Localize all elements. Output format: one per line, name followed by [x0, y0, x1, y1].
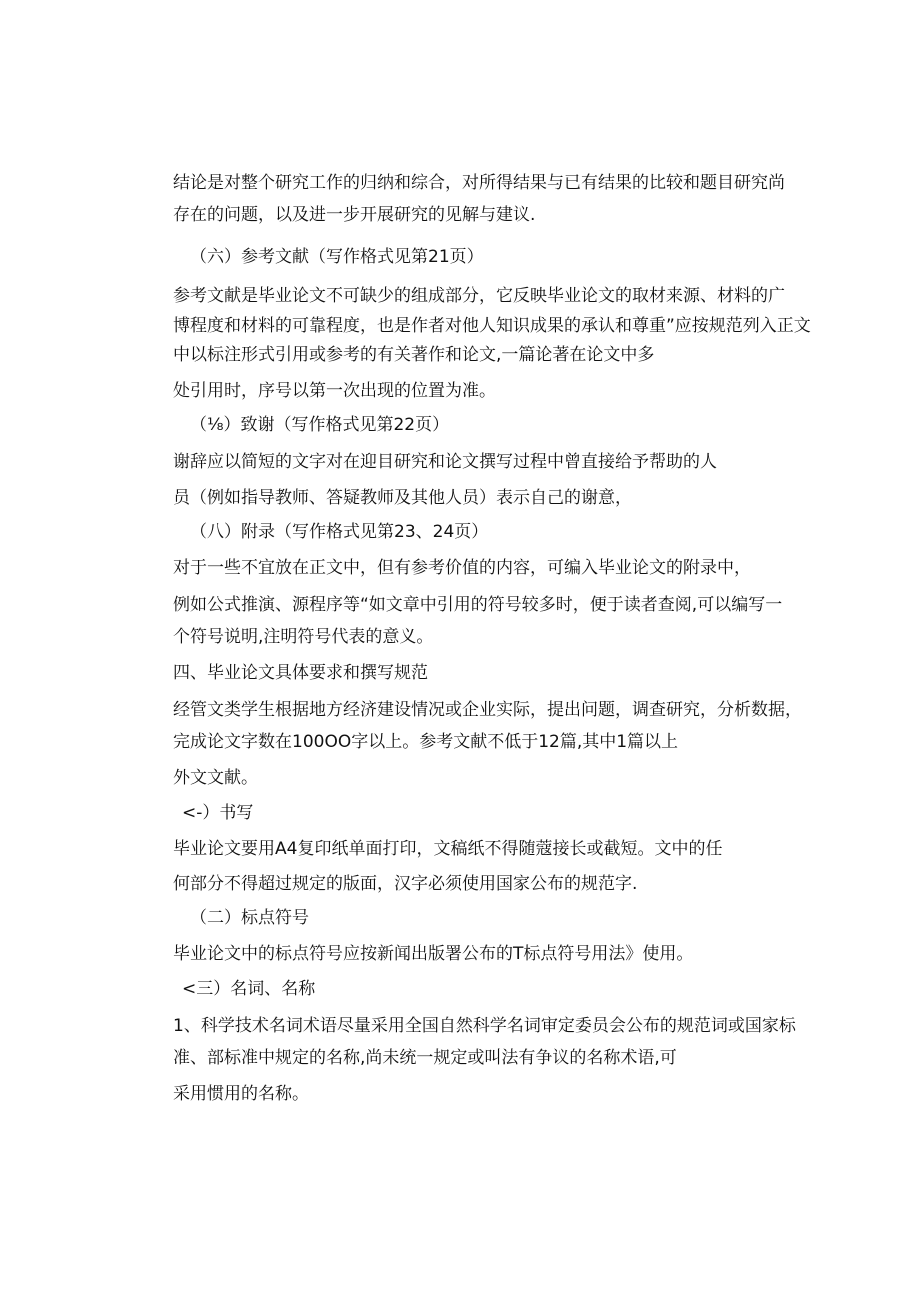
paragraph-line: 员（例如指导教师、答疑教师及其他人员）表示自己的谢意，	[173, 488, 632, 508]
paragraph-line: 准、部标准中规定的名称,尚未统一规定或叫法有争议的名称术语,可	[173, 1048, 677, 1068]
paragraph-line: 外文文献。	[173, 768, 258, 788]
paragraph-line: 采用惯用的名称。	[173, 1084, 309, 1104]
paragraph-line: 何部分不得超过规定的版面，汉字必须使用国家公布的规范字.	[173, 874, 638, 894]
paragraph-line: 谢辞应以简短的文字对在迎目研究和论文撰写过程中曾直接给予帮助的人	[173, 452, 717, 472]
section-heading: （⅛）致谢（写作格式见第22页）	[190, 415, 450, 435]
paragraph-line: 参考文献是毕业论文不可缺少的组成部分，它反映毕业论文的取材来源、材料的广	[173, 286, 785, 306]
section-heading: <三）名词、名称	[182, 979, 316, 999]
paragraph-line: 处引用时，序号以第一次出现的位置为准。	[173, 381, 496, 401]
section-heading: 四、毕业论文具体要求和撰写规范	[173, 663, 428, 683]
section-heading: （八）附录（写作格式见第23、24页）	[190, 522, 489, 542]
paragraph-line: 例如公式推演、源程序等“如文章中引用的符号较多时，便于读者查阅,可以编写一	[173, 595, 783, 615]
paragraph-line: 博程度和材料的可靠程度，也是作者对他人知识成果的承认和尊重”应按规范列入正文	[173, 316, 811, 336]
section-heading: （六）参考文献（写作格式见第21页）	[190, 247, 484, 267]
section-heading: （二）标点符号	[190, 908, 309, 928]
paragraph-line: 存在的问题，以及进一步开展研究的见解与建议.	[173, 205, 536, 225]
section-heading: <-）书写	[182, 803, 254, 823]
paragraph-line: 完成论文字数在100OO字以上。参考文献不低于12篇,其中1篇以上	[173, 732, 679, 752]
paragraph-line: 毕业论文中的标点符号应按新闻出版署公布的T标点符号用法》使用。	[173, 944, 694, 964]
paragraph-line: 个符号说明,注明符号代表的意义。	[173, 627, 434, 647]
paragraph-line: 毕业论文要用A4复印纸单面打印，文稿纸不得随蔻接长或截短。文中的任	[173, 839, 723, 859]
paragraph-line: 结论是对整个研究工作的归纳和综合，对所得结果与已有结果的比较和题目研究尚	[173, 173, 785, 193]
paragraph-line: 1、科学技术名词术语尽量采用全国自然科学名词审定委员会公布的规范词或国家标	[173, 1016, 796, 1036]
paragraph-line: 经管文类学生根据地方经济建设情况或企业实际，提出问题，调查研究，分析数据，	[173, 700, 802, 720]
paragraph-line: 对于一些不宜放在正文中，但有参考价值的内容，可编入毕业论文的附录中，	[173, 558, 751, 578]
paragraph-line: 中以标注形式引用或参考的有关著作和论文,一篇论著在论文中多	[173, 345, 655, 365]
